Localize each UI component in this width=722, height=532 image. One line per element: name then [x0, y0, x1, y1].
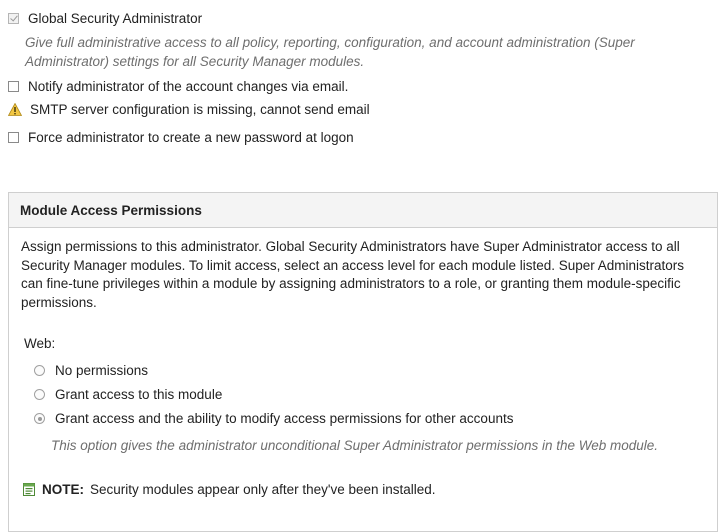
module-access-panel: [8, 192, 718, 532]
smtp-warning-text: SMTP server configuration is missing, cannot send email: [30, 102, 370, 117]
global-admin-description: Give full administrative access to all policy, reporting, configuration, and account administration (Super Administrator) settings for all Security Manager modules.: [25, 35, 635, 69]
notify-checkbox[interactable]: [8, 81, 19, 92]
web-option-grant-modify[interactable]: [34, 411, 513, 426]
global-admin-checkbox[interactable]: [8, 13, 19, 24]
install-note: [23, 482, 436, 497]
smtp-warning: [8, 102, 370, 117]
note-label: NOTE:: [42, 482, 84, 497]
force-password-checkbox[interactable]: [8, 132, 19, 143]
global-admin-label: Global Security Administrator: [28, 11, 203, 26]
web-option-radio[interactable]: [34, 389, 45, 400]
web-option-no-permissions[interactable]: [34, 363, 148, 378]
web-option-label: No permissions: [55, 363, 149, 378]
web-option-note: This option gives the administrator unconditional Super Administrator permissions in the Web module.: [51, 438, 659, 453]
web-option-label: Grant access and the ability to modify access permissions for other accounts: [55, 411, 514, 426]
force-password-row: [8, 130, 354, 145]
web-option-radio[interactable]: [34, 365, 45, 376]
note-icon: [23, 483, 35, 496]
web-option-grant-access[interactable]: [34, 387, 222, 402]
warning-icon: [8, 103, 22, 116]
module-access-header: [9, 193, 717, 228]
web-module-label: Web:: [24, 336, 56, 351]
web-option-label: Grant access to this module: [55, 387, 223, 402]
note-text: Security modules appear only after they've been installed.: [90, 482, 436, 497]
notify-label: Notify administrator of the account changes via email.: [28, 79, 349, 94]
force-password-label: Force administrator to create a new password at logon: [28, 130, 354, 145]
module-access-title: Module Access Permissions: [20, 202, 202, 218]
module-access-intro: Assign permissions to this administrator. Global Security Administrators have Super Administrator access to all Security Manager modules. To limit access, select an access level for each module listed. Super Administrators can fine-tune privileges within a module by assigning administrators to a role, or granting them module-specific permissions.: [21, 239, 685, 310]
notify-row: [8, 79, 348, 94]
web-option-radio[interactable]: [34, 413, 45, 424]
global-admin-row: [8, 11, 202, 26]
